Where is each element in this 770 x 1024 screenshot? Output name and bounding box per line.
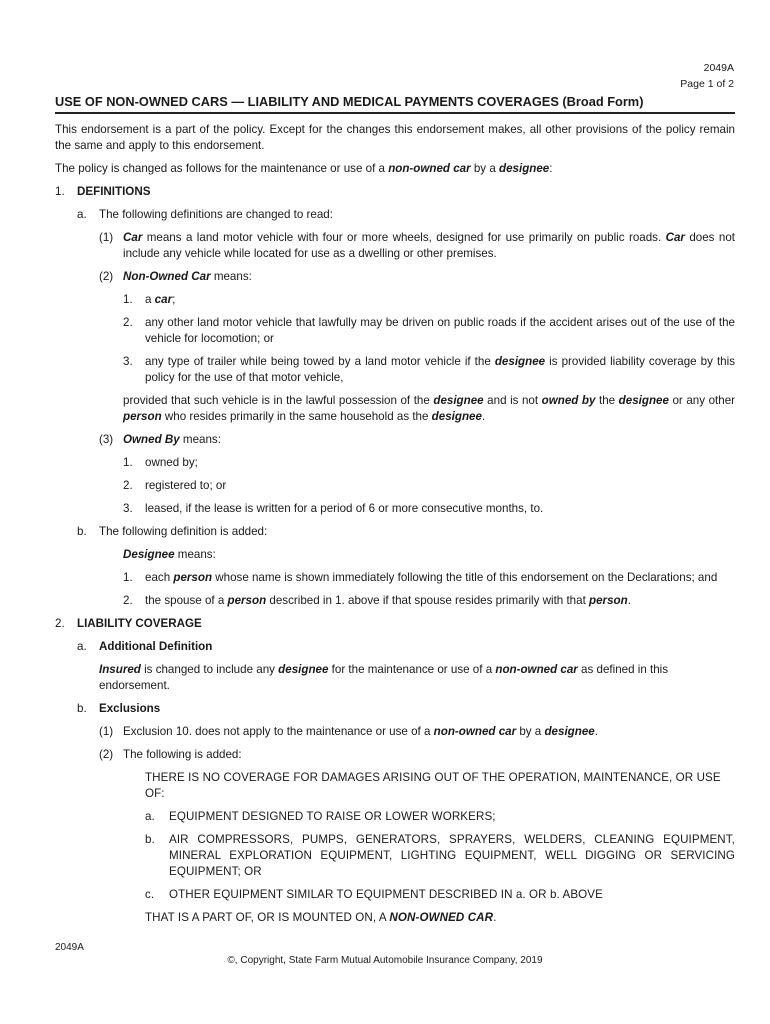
header-form-info xyxy=(680,60,734,92)
section-1b: b. The following definition is added: xyxy=(77,525,268,538)
section-2a: a. Additional Definition xyxy=(77,640,213,653)
exclusion-1: (1) Exclusion 10. does not apply to the maintenance or use of a non-owned car by a designee. xyxy=(99,725,598,738)
list-item: 1. each person whose name is shown immediately following the title of this endorsement on the Declarations; and xyxy=(123,571,718,584)
caps-outro: THAT IS A PART OF, OR IS MOUNTED ON, A NON-OWNED CAR. xyxy=(145,911,497,924)
intro-paragraph-1: This endorsement is a part of the policy. Except for the changes this endorsement makes, all other provisions of the policy remain the same and apply to this endorsement. xyxy=(55,123,735,152)
section-1a: a. The following definitions are changed to read: xyxy=(77,208,333,221)
caps-item-a: a. EQUIPMENT DESIGNED TO RAISE OR LOWER WORKERS; xyxy=(145,810,496,823)
list-item: 1. a car; xyxy=(123,293,176,306)
section-2b: b. Exclusions xyxy=(77,702,161,715)
intro-paragraph-2: The policy is changed as follows for the maintenance or use of a non-owned car by a designee: xyxy=(55,162,553,175)
header-form-number: 2049A xyxy=(703,62,734,74)
footer-copyright: ©, Copyright, State Farm Mutual Automobile Insurance Company, 2019 xyxy=(227,955,543,966)
section-1-heading: 1. DEFINITIONS xyxy=(55,184,735,200)
term-designee: designee xyxy=(499,162,550,175)
list-item: 3. leased, if the lease is written for a period of 6 or more consecutive months, to. xyxy=(123,502,544,515)
proviso-paragraph: provided that such vehicle is in the lawful possession of the designee and is not owned by the designee or any other person who resides primarily in the same household as the designee. xyxy=(123,394,736,423)
document-title: USE OF NON-OWNED CARS — LIABILITY AND MEDICAL PAYMENTS COVERAGES (Broad Form) xyxy=(55,94,735,114)
caps-item-b: b. AIR COMPRESSORS, PUMPS, GENERATORS, SPRAYERS, WELDERS, CLEANING EQUIPMENT, MINERAL EXPLORATION EQUIPMENT, LIGHTING EQUIPMENT, WELL DIGGING OR SERVICING EQUIPMENT; OR xyxy=(145,833,735,878)
definition-owned-by: (3) Owned By means: xyxy=(99,433,221,446)
list-item: 2. registered to; or xyxy=(123,479,227,492)
footer-form-number: 2049A xyxy=(55,942,84,953)
section-2-heading: 2. LIABILITY COVERAGE xyxy=(55,616,735,632)
definition-designee: Designee means: xyxy=(123,548,216,561)
definition-non-owned-car: (2) Non-Owned Car means: xyxy=(99,270,252,283)
list-item: 2. any other land motor vehicle that lawfully may be driven on public roads if the accident arises out of the use of the vehicle for locomotion; or xyxy=(123,316,735,345)
header-page-label: Page 1 of 2 xyxy=(680,78,734,90)
section-heading-definitions: DEFINITIONS xyxy=(77,185,151,198)
list-item: 3. any type of trailer while being towed by a land motor vehicle if the designee is provided liability coverage by this policy for the use of that motor vehicle, xyxy=(123,355,735,384)
caps-item-c: c. OTHER EQUIPMENT SIMILAR TO EQUIPMENT DESCRIBED IN a. OR b. ABOVE xyxy=(145,888,603,901)
section-heading-liability-coverage: LIABILITY COVERAGE xyxy=(77,617,202,630)
list-item: 2. the spouse of a person described in 1. above if that spouse resides primarily with that person. xyxy=(123,594,631,607)
document-body xyxy=(55,122,735,933)
term-non-owned-car: non-owned car xyxy=(388,162,471,175)
insured-paragraph: Insured is changed to include any designee for the maintenance or use of a non-owned car as defined in this endorsement. xyxy=(99,663,669,692)
exclusion-2: (2) The following is added: xyxy=(99,748,242,761)
list-item: 1. owned by; xyxy=(123,456,198,469)
caps-intro: THERE IS NO COVERAGE FOR DAMAGES ARISING OUT OF THE OPERATION, MAINTENANCE, OR USE OF: xyxy=(145,771,721,800)
definition-car: (1) Car means a land motor vehicle with four or more wheels, designed for use primarily on public roads. Car does not include any vehicle while located for use as a dwelling or other premises. xyxy=(99,231,735,260)
